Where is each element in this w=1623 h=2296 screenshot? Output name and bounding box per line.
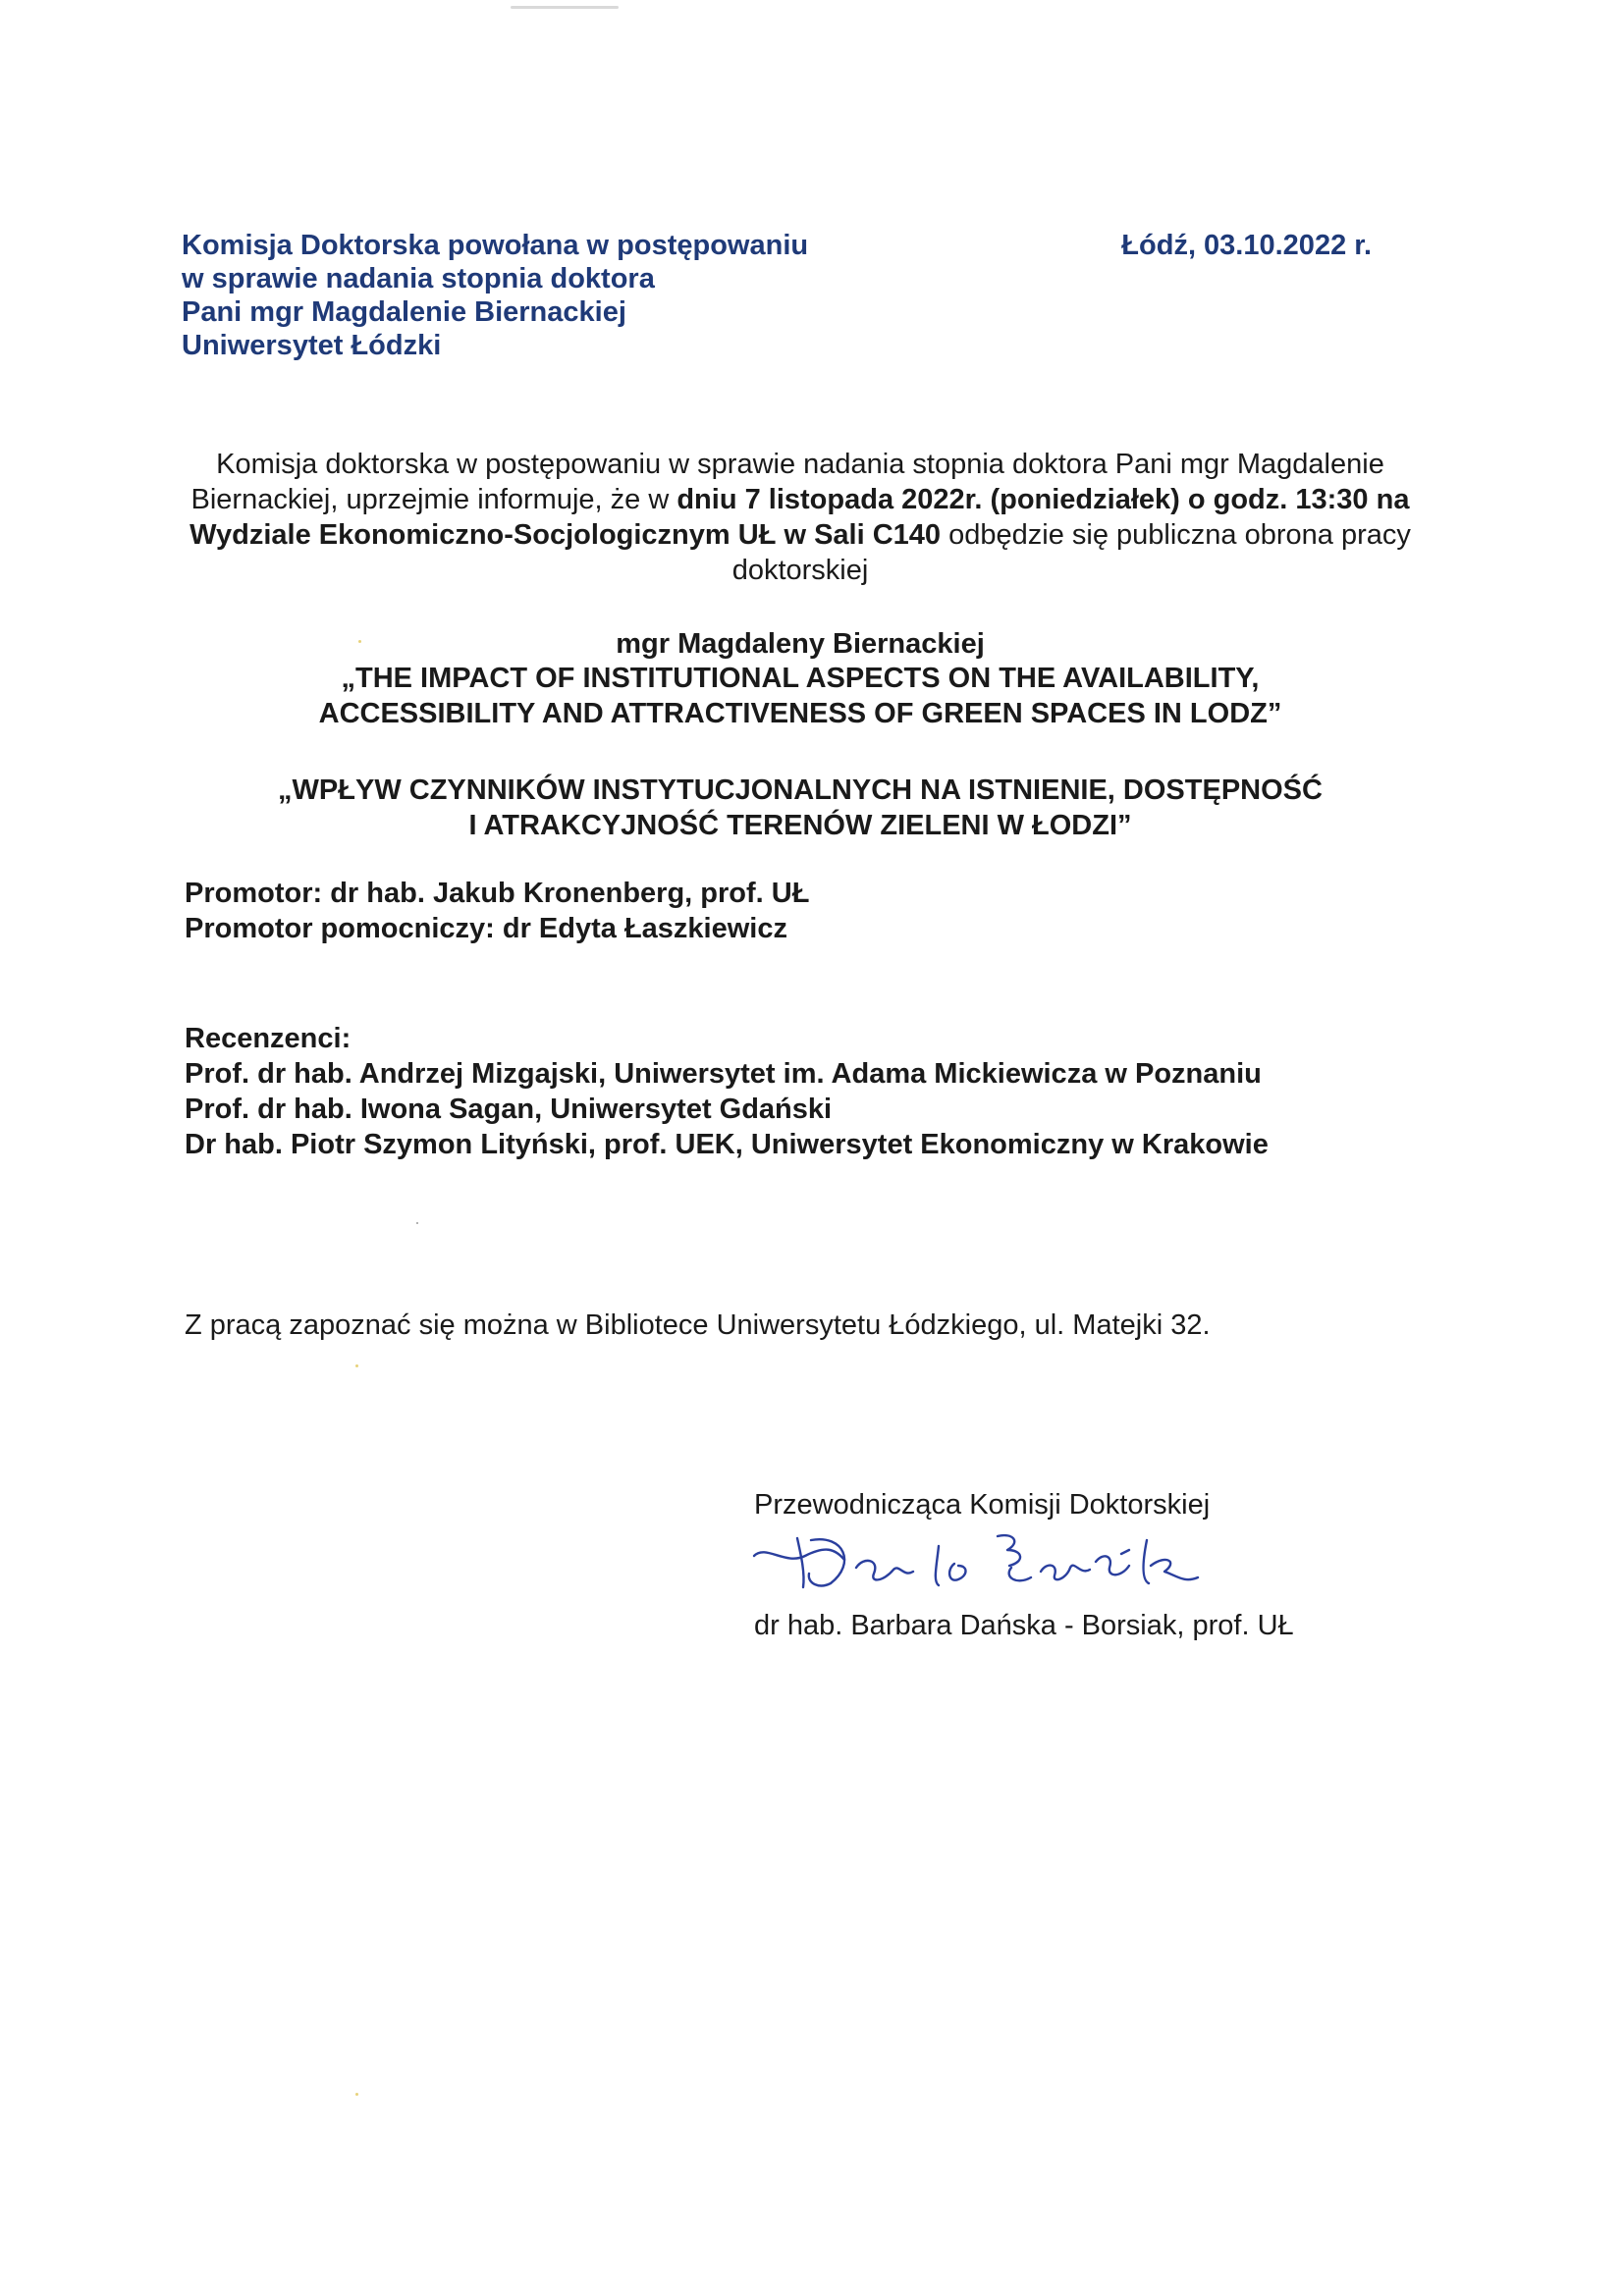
library-note: Z pracą zapoznać się można w Bibliotece Uniwersytetu Łódzkiego, ul. Matejki 32. xyxy=(185,1309,1211,1341)
promoters xyxy=(185,876,809,946)
signature-title: Przewodnicząca Komisji Doktorskiej xyxy=(754,1489,1211,1521)
committee-line: Uniwersytet Łódzki xyxy=(182,330,442,361)
signature-block xyxy=(754,1487,1294,1643)
scan-edge-mark xyxy=(511,6,619,9)
title-en-line: „THE IMPACT OF INSTITUTIONAL ASPECTS ON THE AVAILABILITY, xyxy=(341,663,1260,694)
reviewer-line: Prof. dr hab. Iwona Sagan, Uniwersytet Gdański xyxy=(185,1094,833,1125)
handwritten-signature xyxy=(746,1526,1208,1600)
title-pl-line: I ATRAKCYJNOŚĆ TERENÓW ZIELENI W ŁODZI” xyxy=(468,810,1132,841)
reviewer-line: Prof. dr hab. Andrzej Mizgajski, Uniwersytet im. Adama Mickiewicza w Poznaniu xyxy=(185,1058,1262,1090)
intro-paragraph xyxy=(157,447,1443,588)
committee-address xyxy=(182,229,808,362)
scan-speck xyxy=(355,2093,358,2096)
committee-line: Komisja Doktorska powołana w postępowaniu xyxy=(182,230,809,261)
thesis-title-english xyxy=(157,661,1443,731)
intro-date-location: dniu 7 listopada 2022r. (poniedziałek) o godz. 13:30 na Wydziale Ekonomiczno-Socjologicznym UŁ w Sali C140 xyxy=(189,484,1410,551)
reviewers xyxy=(185,1021,1269,1162)
title-en-line: ACCESSIBILITY AND ATTRACTIVENESS OF GREEN SPACES IN LODZ” xyxy=(318,698,1282,729)
candidate-name: mgr Magdaleny Biernackiej xyxy=(616,628,985,660)
scan-speck xyxy=(358,640,361,643)
scan-speck xyxy=(355,1364,358,1367)
reviewer-line: Dr hab. Piotr Szymon Lityński, prof. UEK, Uniwersytet Ekonomiczny w Krakowie xyxy=(185,1129,1269,1160)
thesis-title-polish xyxy=(157,773,1443,843)
promoter-line: Promotor pomocniczy: dr Edyta Łaszkiewicz xyxy=(185,913,787,944)
scan-speck xyxy=(416,1222,418,1224)
committee-line: Pani mgr Magdalenie Biernackiej xyxy=(182,296,626,328)
signer-name: dr hab. Barbara Dańska - Borsiak, prof. UŁ xyxy=(754,1610,1294,1641)
committee-line: w sprawie nadania stopnia doktora xyxy=(182,263,655,294)
reviewers-heading: Recenzenci: xyxy=(185,1023,352,1054)
letter-date: Łódź, 03.10.2022 r. xyxy=(1121,230,1372,261)
intro-text-end: odbędzie się publiczna obrona pracy doktorskiej xyxy=(731,519,1411,586)
title-pl-line: „WPŁYW CZYNNIKÓW INSTYTUCJONALNYCH NA ISTNIENIE, DOSTĘPNOŚĆ xyxy=(278,774,1323,806)
intro-text: Komisja doktorska w postępowaniu w sprawie nadania stopnia doktora Pani mgr Magdalenie Biernackiej, uprzejmie informuje, że w xyxy=(190,449,1384,515)
promoter-line: Promotor: dr hab. Jakub Kronenberg, prof. UŁ xyxy=(185,878,810,909)
